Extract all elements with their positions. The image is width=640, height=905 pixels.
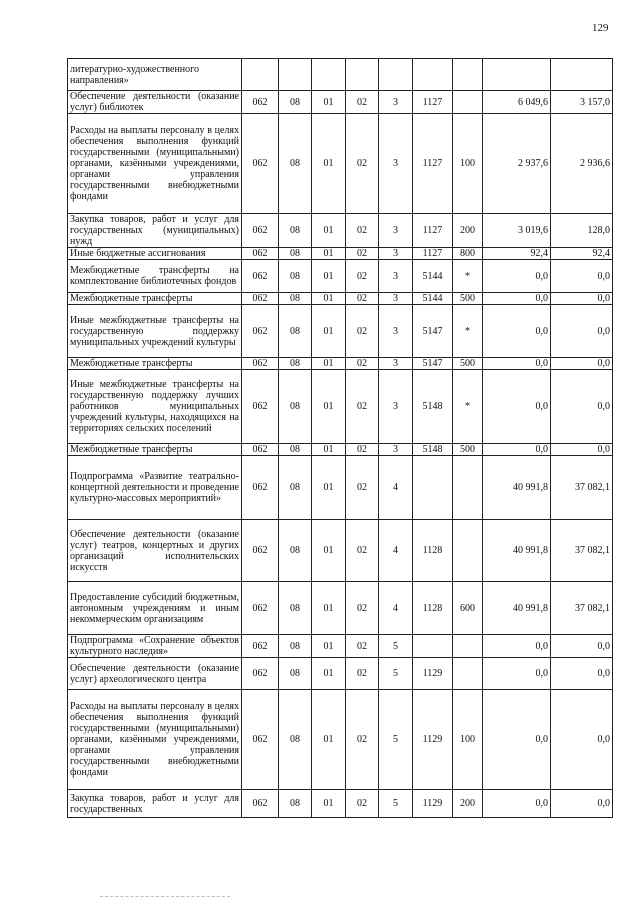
- table-row: [68, 444, 613, 456]
- amount-actual-cell: 0,0: [551, 444, 613, 456]
- subsection-code-cell: 01: [312, 114, 346, 214]
- row-name-cell: Обеспечение деятельности (оказание услуг) археологического центра: [68, 658, 242, 690]
- admin-code-cell: 062: [242, 690, 279, 790]
- admin-code-cell: [242, 59, 279, 91]
- expense-type-code-cell: [453, 59, 483, 91]
- expense-type-code-cell: *: [453, 305, 483, 358]
- admin-code-cell: 062: [242, 582, 279, 635]
- admin-code-cell: 062: [242, 444, 279, 456]
- table-row: [68, 91, 613, 114]
- admin-code-cell: 062: [242, 790, 279, 818]
- amount-plan-cell: 6 049,6: [483, 91, 551, 114]
- expense-type-code-cell: 500: [453, 444, 483, 456]
- table-row: [68, 635, 613, 658]
- program-code-cell: 02: [346, 370, 379, 444]
- subprogram-code-cell: 5: [379, 790, 413, 818]
- section-code-cell: 08: [279, 690, 312, 790]
- program-code-cell: 02: [346, 658, 379, 690]
- admin-code-cell: 062: [242, 305, 279, 358]
- amount-actual-cell: 0,0: [551, 358, 613, 370]
- program-code-cell: [346, 59, 379, 91]
- expense-direction-code-cell: [413, 456, 453, 520]
- amount-plan-cell: [483, 59, 551, 91]
- table-row: [68, 456, 613, 520]
- subsection-code-cell: 01: [312, 520, 346, 582]
- expense-direction-code-cell: 1129: [413, 690, 453, 790]
- amount-plan-cell: 0,0: [483, 305, 551, 358]
- amount-plan-cell: 0,0: [483, 260, 551, 293]
- row-name-cell: Межбюджетные трансферты: [68, 293, 242, 305]
- admin-code-cell: 062: [242, 520, 279, 582]
- row-name-cell: Расходы на выплаты персоналу в целях обеспечения выполнения функций государственными (муниципальными) органами, казёнными учреждениями, органами управления государственными внебюджетными фондами: [68, 690, 242, 790]
- amount-actual-cell: 0,0: [551, 790, 613, 818]
- amount-plan-cell: 92,4: [483, 248, 551, 260]
- expense-direction-code-cell: [413, 59, 453, 91]
- subsection-code-cell: 01: [312, 293, 346, 305]
- admin-code-cell: 062: [242, 635, 279, 658]
- section-code-cell: 08: [279, 658, 312, 690]
- program-code-cell: 02: [346, 214, 379, 248]
- subsection-code-cell: [312, 59, 346, 91]
- expense-type-code-cell: 500: [453, 293, 483, 305]
- admin-code-cell: 062: [242, 91, 279, 114]
- section-code-cell: 08: [279, 293, 312, 305]
- expense-type-code-cell: 800: [453, 248, 483, 260]
- table-row: [68, 582, 613, 635]
- expense-direction-code-cell: 5148: [413, 370, 453, 444]
- subprogram-code-cell: 4: [379, 520, 413, 582]
- program-code-cell: 02: [346, 790, 379, 818]
- expense-type-code-cell: *: [453, 260, 483, 293]
- subsection-code-cell: 01: [312, 214, 346, 248]
- section-code-cell: 08: [279, 260, 312, 293]
- amount-plan-cell: 40 991,8: [483, 456, 551, 520]
- row-name-cell: Обеспечение деятельности (оказание услуг) театров, концертных и других организаций исполнительских искусств: [68, 520, 242, 582]
- subprogram-code-cell: 4: [379, 582, 413, 635]
- expense-direction-code-cell: 1127: [413, 91, 453, 114]
- subprogram-code-cell: 3: [379, 444, 413, 456]
- subsection-code-cell: 01: [312, 456, 346, 520]
- subprogram-code-cell: 3: [379, 358, 413, 370]
- subprogram-code-cell: 3: [379, 248, 413, 260]
- expense-type-code-cell: [453, 456, 483, 520]
- subsection-code-cell: 01: [312, 370, 346, 444]
- amount-actual-cell: 37 082,1: [551, 582, 613, 635]
- expense-type-code-cell: 200: [453, 214, 483, 248]
- subsection-code-cell: 01: [312, 690, 346, 790]
- program-code-cell: 02: [346, 582, 379, 635]
- table-row: [68, 59, 613, 91]
- expense-direction-code-cell: 1128: [413, 520, 453, 582]
- expense-direction-code-cell: 5144: [413, 260, 453, 293]
- amount-plan-cell: 3 019,6: [483, 214, 551, 248]
- subprogram-code-cell: 3: [379, 293, 413, 305]
- amount-plan-cell: 40 991,8: [483, 520, 551, 582]
- subprogram-code-cell: 3: [379, 91, 413, 114]
- program-code-cell: 02: [346, 91, 379, 114]
- subsection-code-cell: 01: [312, 444, 346, 456]
- section-code-cell: 08: [279, 456, 312, 520]
- row-name-cell: Обеспечение деятельности (оказание услуг) библиотек: [68, 91, 242, 114]
- amount-plan-cell: 2 937,6: [483, 114, 551, 214]
- section-code-cell: 08: [279, 91, 312, 114]
- subsection-code-cell: 01: [312, 248, 346, 260]
- table-row: [68, 358, 613, 370]
- amount-plan-cell: 40 991,8: [483, 582, 551, 635]
- program-code-cell: 02: [346, 358, 379, 370]
- amount-actual-cell: 0,0: [551, 305, 613, 358]
- admin-code-cell: 062: [242, 248, 279, 260]
- expense-direction-code-cell: 1127: [413, 114, 453, 214]
- row-name-cell: Иные межбюджетные трансферты на государственную поддержку муниципальных учреждений культуры: [68, 305, 242, 358]
- table-row: [68, 690, 613, 790]
- row-name-cell: Закупка товаров, работ и услуг для государственных: [68, 790, 242, 818]
- subprogram-code-cell: 3: [379, 370, 413, 444]
- row-name-cell: Межбюджетные трансферты: [68, 358, 242, 370]
- amount-actual-cell: 37 082,1: [551, 456, 613, 520]
- section-code-cell: 08: [279, 582, 312, 635]
- amount-plan-cell: 0,0: [483, 635, 551, 658]
- section-code-cell: 08: [279, 635, 312, 658]
- section-code-cell: 08: [279, 248, 312, 260]
- row-name-cell: Межбюджетные трансферты на комплектование библиотечных фондов: [68, 260, 242, 293]
- amount-actual-cell: 0,0: [551, 635, 613, 658]
- subprogram-code-cell: 5: [379, 690, 413, 790]
- row-name-cell: Межбюджетные трансферты: [68, 444, 242, 456]
- section-code-cell: [279, 59, 312, 91]
- program-code-cell: 02: [346, 444, 379, 456]
- program-code-cell: 02: [346, 293, 379, 305]
- subsection-code-cell: 01: [312, 790, 346, 818]
- expense-direction-code-cell: 5147: [413, 305, 453, 358]
- expense-type-code-cell: [453, 658, 483, 690]
- amount-plan-cell: 0,0: [483, 790, 551, 818]
- row-name-cell: литературно-художественного направления»: [68, 59, 242, 91]
- amount-actual-cell: 3 157,0: [551, 91, 613, 114]
- amount-plan-cell: 0,0: [483, 658, 551, 690]
- section-code-cell: 08: [279, 358, 312, 370]
- amount-plan-cell: 0,0: [483, 293, 551, 305]
- admin-code-cell: 062: [242, 358, 279, 370]
- section-code-cell: 08: [279, 790, 312, 818]
- admin-code-cell: 062: [242, 260, 279, 293]
- subsection-code-cell: 01: [312, 260, 346, 293]
- program-code-cell: 02: [346, 114, 379, 214]
- section-code-cell: 08: [279, 444, 312, 456]
- admin-code-cell: 062: [242, 293, 279, 305]
- expense-direction-code-cell: 1129: [413, 790, 453, 818]
- row-name-cell: Предоставление субсидий бюджетным, автономным учреждениям и иным некоммерческим организациям: [68, 582, 242, 635]
- program-code-cell: 02: [346, 305, 379, 358]
- expense-direction-code-cell: [413, 635, 453, 658]
- row-name-cell: Закупка товаров, работ и услуг для государственных (муниципальных) нужд: [68, 214, 242, 248]
- row-name-cell: Подпрограмма «Развитие театрально-концертной деятельности и проведение культурно-массовых мероприятий»: [68, 456, 242, 520]
- subprogram-code-cell: [379, 59, 413, 91]
- amount-actual-cell: 0,0: [551, 690, 613, 790]
- amount-plan-cell: 0,0: [483, 690, 551, 790]
- expense-type-code-cell: [453, 635, 483, 658]
- program-code-cell: 02: [346, 635, 379, 658]
- table-row: [68, 305, 613, 358]
- expense-type-code-cell: *: [453, 370, 483, 444]
- budget-table: [67, 58, 613, 818]
- subprogram-code-cell: 3: [379, 114, 413, 214]
- amount-actual-cell: 37 082,1: [551, 520, 613, 582]
- program-code-cell: 02: [346, 690, 379, 790]
- program-code-cell: 02: [346, 248, 379, 260]
- admin-code-cell: 062: [242, 658, 279, 690]
- subsection-code-cell: 01: [312, 635, 346, 658]
- row-name-cell: Расходы на выплаты персоналу в целях обеспечения выполнения функций государственными (муниципальными) органами, казёнными учреждениями, органами управления государственными внебюджетными фондами: [68, 114, 242, 214]
- table-row: [68, 658, 613, 690]
- expense-type-code-cell: 100: [453, 114, 483, 214]
- section-code-cell: 08: [279, 114, 312, 214]
- amount-actual-cell: [551, 59, 613, 91]
- expense-direction-code-cell: 1127: [413, 248, 453, 260]
- admin-code-cell: 062: [242, 114, 279, 214]
- table-row: [68, 214, 613, 248]
- expense-direction-code-cell: 1129: [413, 658, 453, 690]
- expense-direction-code-cell: 1128: [413, 582, 453, 635]
- program-code-cell: 02: [346, 520, 379, 582]
- amount-actual-cell: 0,0: [551, 370, 613, 444]
- section-code-cell: 08: [279, 214, 312, 248]
- expense-type-code-cell: 100: [453, 690, 483, 790]
- subprogram-code-cell: 5: [379, 658, 413, 690]
- amount-actual-cell: 128,0: [551, 214, 613, 248]
- expense-type-code-cell: 500: [453, 358, 483, 370]
- table-row: [68, 114, 613, 214]
- amount-actual-cell: 0,0: [551, 658, 613, 690]
- admin-code-cell: 062: [242, 370, 279, 444]
- amount-actual-cell: 92,4: [551, 248, 613, 260]
- table-row: [68, 520, 613, 582]
- amount-plan-cell: 0,0: [483, 444, 551, 456]
- section-code-cell: 08: [279, 305, 312, 358]
- expense-type-code-cell: [453, 91, 483, 114]
- amount-actual-cell: 0,0: [551, 260, 613, 293]
- table-row: [68, 370, 613, 444]
- amount-plan-cell: 0,0: [483, 358, 551, 370]
- table-row: [68, 293, 613, 305]
- table-row: [68, 790, 613, 818]
- subsection-code-cell: 01: [312, 658, 346, 690]
- table-row: [68, 248, 613, 260]
- expense-type-code-cell: 200: [453, 790, 483, 818]
- admin-code-cell: 062: [242, 214, 279, 248]
- expense-direction-code-cell: 5148: [413, 444, 453, 456]
- expense-direction-code-cell: 5147: [413, 358, 453, 370]
- row-name-cell: Подпрограмма «Сохранение объектов культурного наследия»: [68, 635, 242, 658]
- subprogram-code-cell: 3: [379, 260, 413, 293]
- scan-artifact: [100, 896, 230, 897]
- subprogram-code-cell: 4: [379, 456, 413, 520]
- amount-actual-cell: 2 936,6: [551, 114, 613, 214]
- subsection-code-cell: 01: [312, 305, 346, 358]
- section-code-cell: 08: [279, 370, 312, 444]
- admin-code-cell: 062: [242, 456, 279, 520]
- amount-plan-cell: 0,0: [483, 370, 551, 444]
- table-row: [68, 260, 613, 293]
- expense-direction-code-cell: 5144: [413, 293, 453, 305]
- expense-type-code-cell: [453, 520, 483, 582]
- subsection-code-cell: 01: [312, 358, 346, 370]
- row-name-cell: Иные межбюджетные трансферты на государственную поддержку лучших работников муниципальных учреждений культуры, находящихся на территориях сельских поселений: [68, 370, 242, 444]
- subprogram-code-cell: 5: [379, 635, 413, 658]
- section-code-cell: 08: [279, 520, 312, 582]
- subsection-code-cell: 01: [312, 582, 346, 635]
- expense-direction-code-cell: 1127: [413, 214, 453, 248]
- expense-type-code-cell: 600: [453, 582, 483, 635]
- amount-actual-cell: 0,0: [551, 293, 613, 305]
- row-name-cell: Иные бюджетные ассигнования: [68, 248, 242, 260]
- program-code-cell: 02: [346, 260, 379, 293]
- subsection-code-cell: 01: [312, 91, 346, 114]
- subprogram-code-cell: 3: [379, 214, 413, 248]
- page-number: 129: [592, 22, 609, 34]
- subprogram-code-cell: 3: [379, 305, 413, 358]
- program-code-cell: 02: [346, 456, 379, 520]
